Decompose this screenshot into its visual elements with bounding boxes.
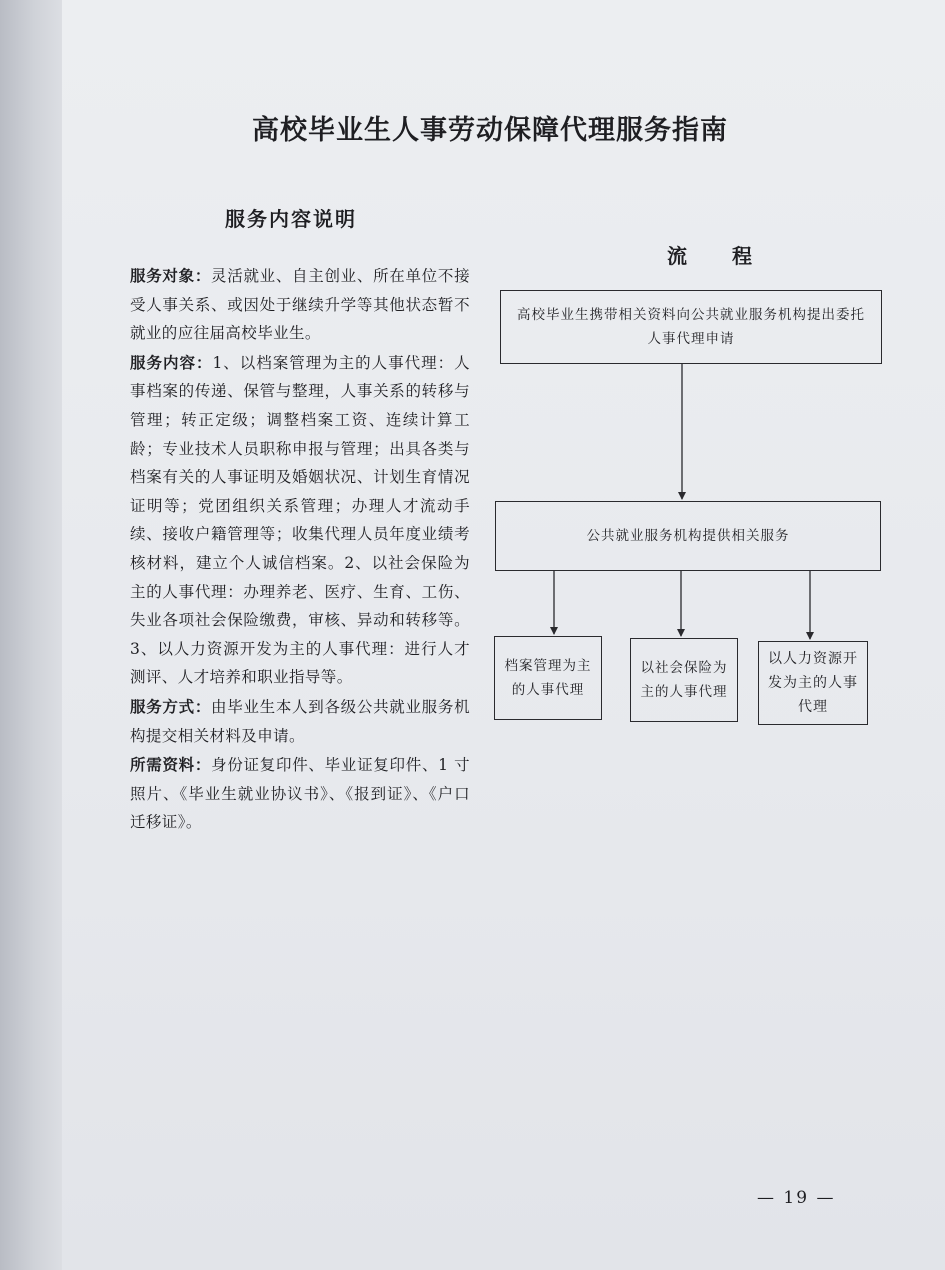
flow-branch-insurance: 以社会保险为主的人事代理 [630, 638, 738, 722]
service-description-heading: 服务内容说明 [225, 207, 357, 231]
section-label: 服务对象： [130, 266, 212, 285]
flow-step-services: 公共就业服务机构提供相关服务 [495, 501, 881, 571]
page-number: — 19 — [757, 1188, 836, 1208]
document-title: 高校毕业生人事劳动保障代理服务指南 [252, 115, 728, 146]
flow-step-apply: 高校毕业生携带相关资料向公共就业服务机构提出委托人事代理申请 [500, 290, 882, 364]
section-text: 灵活就业、自主创业、所在单位不接受人事关系、或因处于继续升学等其他状态暂不就业的应往届高校毕业生。 [130, 267, 470, 343]
section-label: 服务方式： [130, 696, 212, 716]
flow-branch-archive: 档案管理为主的人事代理 [494, 636, 602, 720]
section-text: 1、以档案管理为主的人事代理：人事档案的传递、保管与整理，人事关系的转移与管理；转正定级；调整档案工资、连续计算工龄；专业技术人员职称申报与管理；出具各类与档案有关的人事证明及婚姻状况、计划生育情况证明等；党团组织关系管理；办理人才流动手续、接收户籍管理等；收集代理人员年度业绩考核材料，建立个人诚信档案。2、以社会保险为主的人事代理：办理养老、医疗、生育、工伤、失业各项社会保险缴费，审核、异动和转移等。3、以人力资源开发为主的人事代理：进行人才测评、人才培养和职业指导等。 [130, 353, 470, 687]
flow-branch-hr: 以人力资源开发为主的人事代理 [758, 641, 868, 725]
section-label: 所需资料： [130, 755, 212, 775]
section-label: 服务内容： [130, 352, 213, 372]
flow-heading: 流程 [667, 244, 797, 268]
section-text: 由毕业生本人到各级公共就业服务机构提交相关材料及申请。 [130, 697, 470, 745]
section-text: 身份证复印件、毕业证复印件、1 寸照片、《毕业生就业协议书》、《报到证》、《户口迁移证》。 [130, 756, 470, 832]
